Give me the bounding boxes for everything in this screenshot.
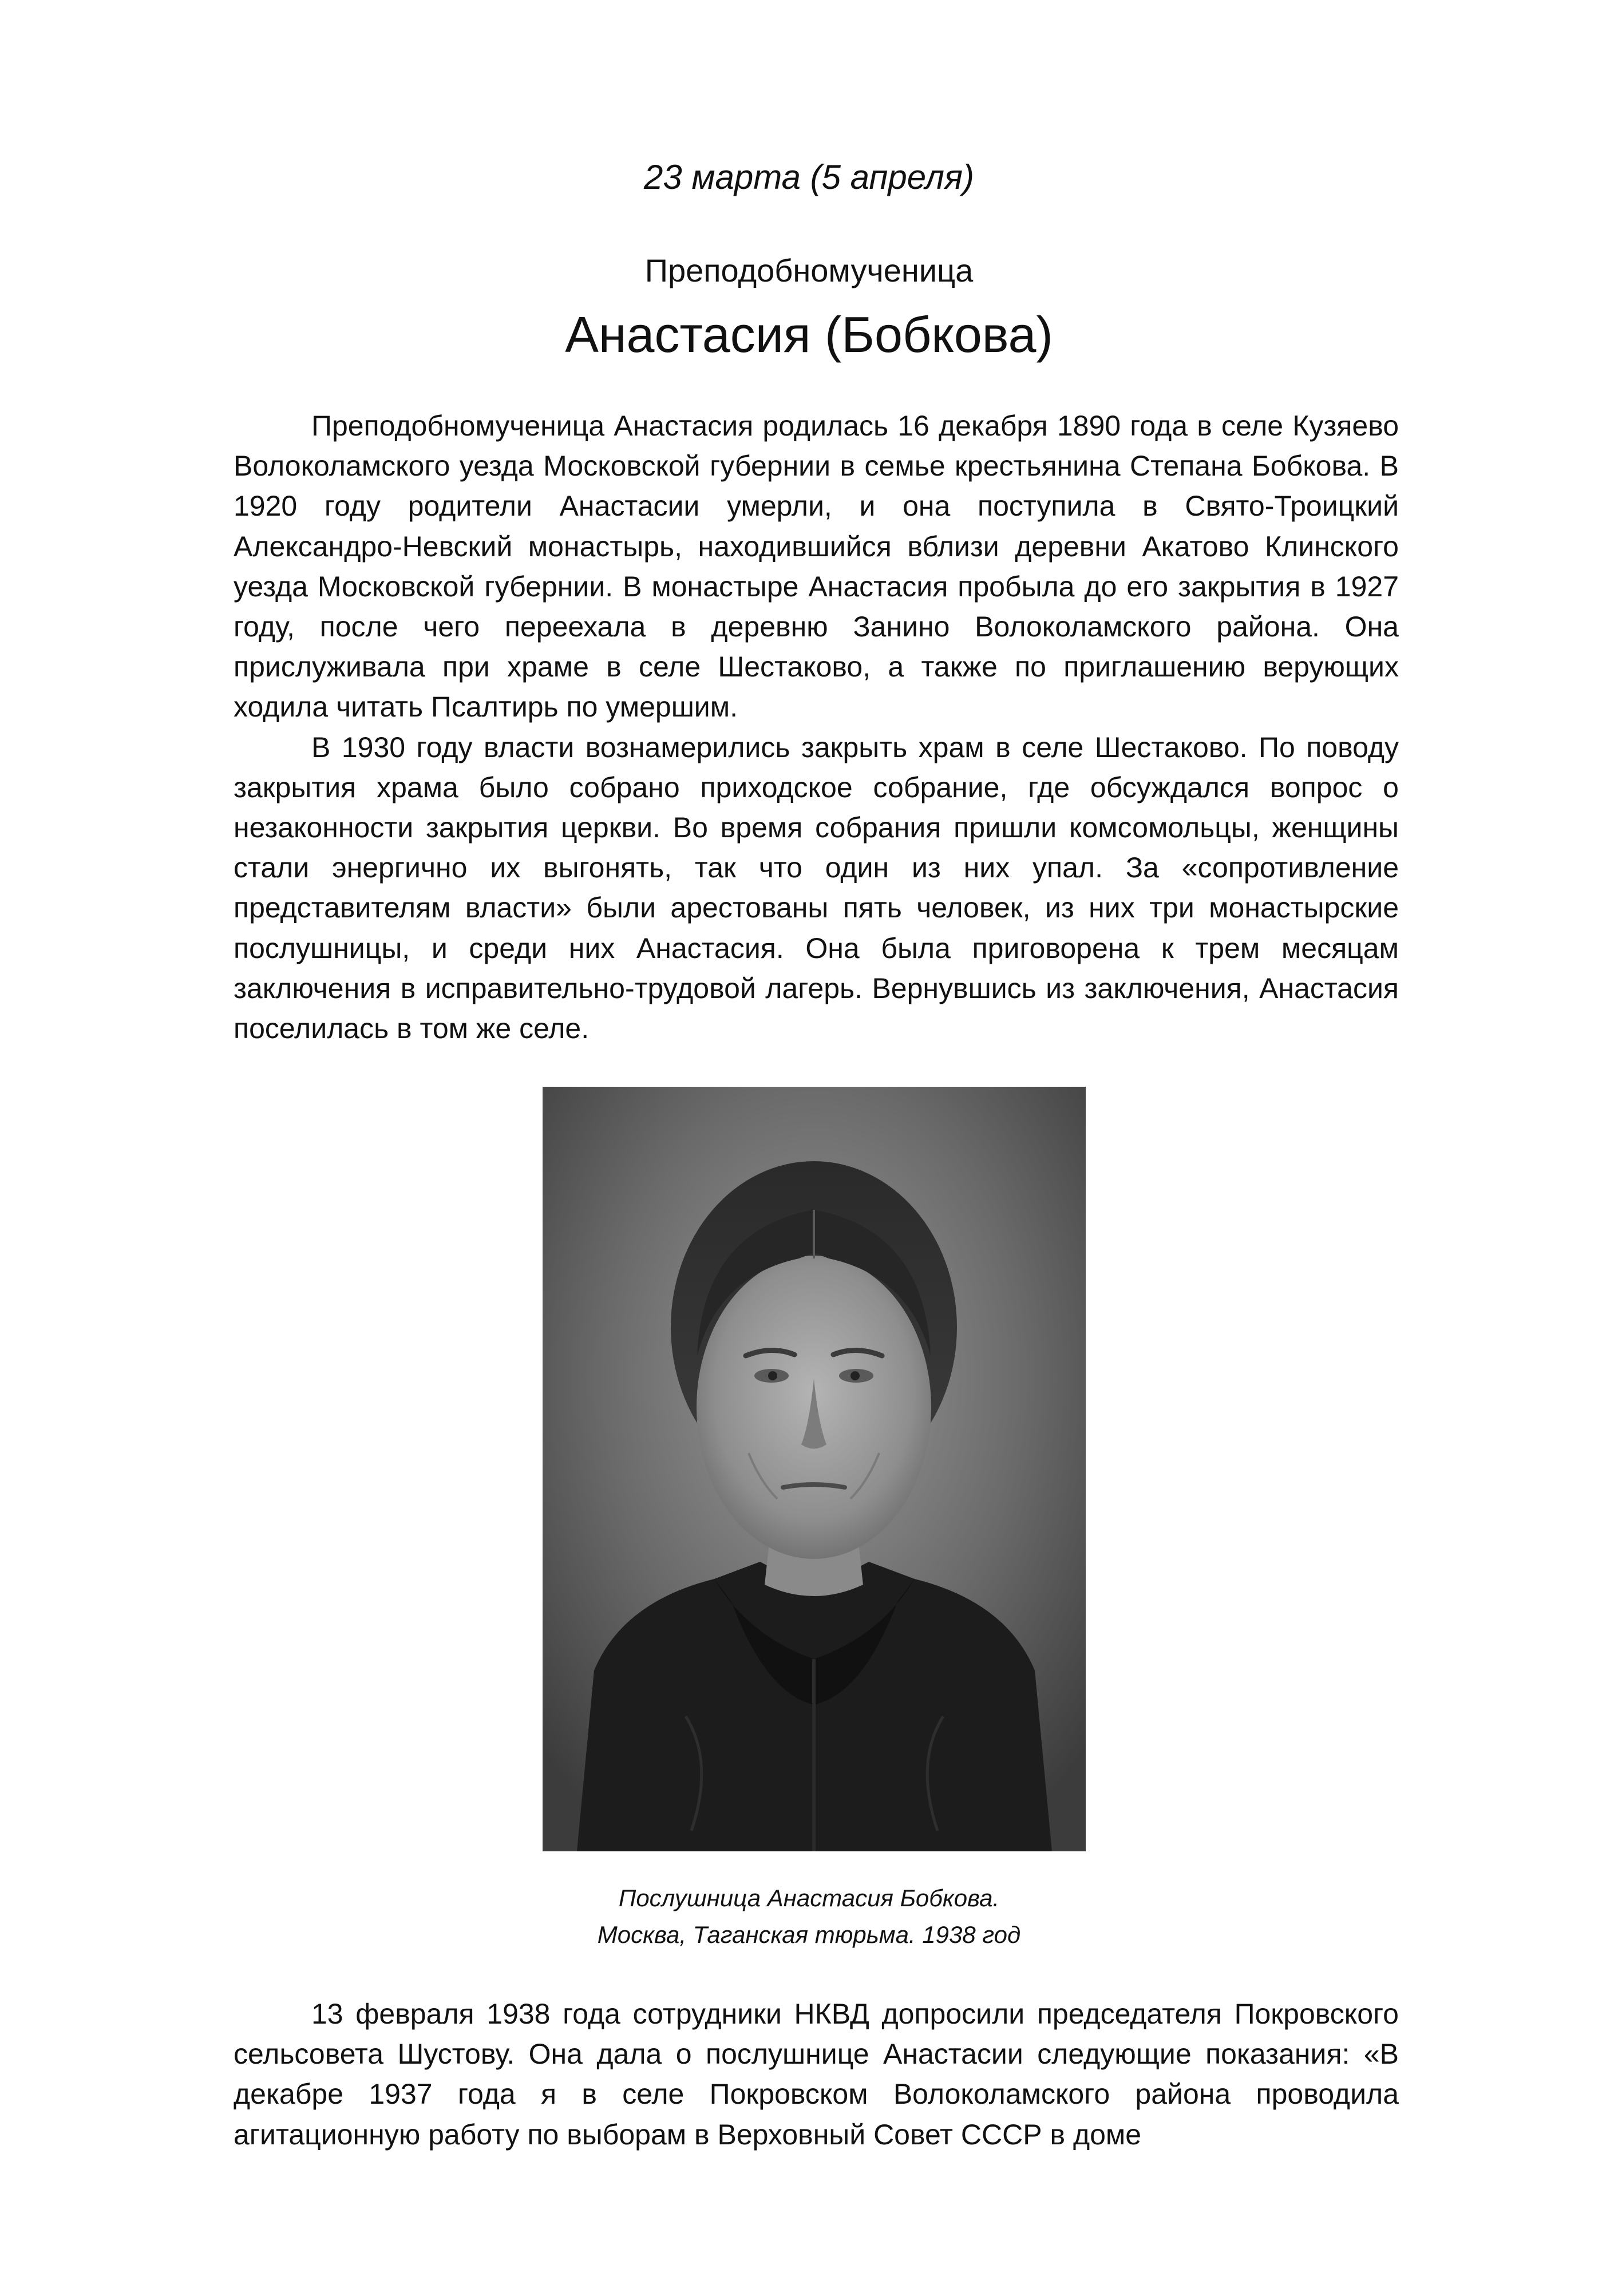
feast-date: 23 марта (5 апреля) — [644, 158, 974, 196]
saint-rank: Преподобномученица — [644, 252, 974, 288]
biography-top — [234, 406, 1399, 1048]
paragraph-arrest-1930: В 1930 году власти вознамерились закрыть храм в селе Шестаково. По поводу закрытия храма было собрано приходское собрание, где обсуждался вопрос о незаконности закрытия церкви. Во время собрания пришли комсомольцы, женщины стали энергично их выгонять, так что один из них упал. За «сопротивление представителям власти» были арестованы пять человек, из них три монастырские послушницы, и среди них Анастасия. Она была приговорена к трем месяцам заключения в исправительно-трудовой лагерь. Вернувшись из заключения, Анастасия поселилась в том же селе. — [234, 731, 1399, 1045]
portrait-image — [543, 1087, 1086, 1851]
portrait-photo — [543, 1087, 1086, 1851]
biography-bottom — [234, 1994, 1399, 2155]
photo-caption-line2: Москва, Таганская тюрьма. 1938 год — [597, 1921, 1021, 1948]
photo-caption-line1: Послушница Анастасия Бобкова. — [618, 1885, 1000, 1911]
paragraph-birth: Преподобномученица Анастасия родилась 16 декабря 1890 года в селе Кузяево Волоколамского уезда Московской губернии в семье крестьянина Степана Бобкова. В 1920 году родители Анастасии умерли, и она поступила в Свято-Троицкий Александро-Невский монастырь, находившийся вблизи деревни Акатово Клинского уезда Московской губернии. В монастыре Анастасия пробыла до его закрытия в 1927 году, после чего переехала в деревню Занино Волоколамского района. Она прислуживала при храме в селе Шестаково, а также по приглашению верующих ходила читать Псалтирь по умершим. — [234, 410, 1399, 723]
saint-name: Анастасия (Бобкова) — [565, 306, 1053, 363]
paragraph-interrogation: 13 февраля 1938 года сотрудники НКВД допросили председателя Покровского сельсовета Шустову. Она дала о послушнице Анастасии следующие показания: «В декабре 1937 года я в селе Покровском Волоколамского района проводила агитационную работу по выборам в Верховный Совет СССР в доме — [234, 1998, 1399, 2151]
